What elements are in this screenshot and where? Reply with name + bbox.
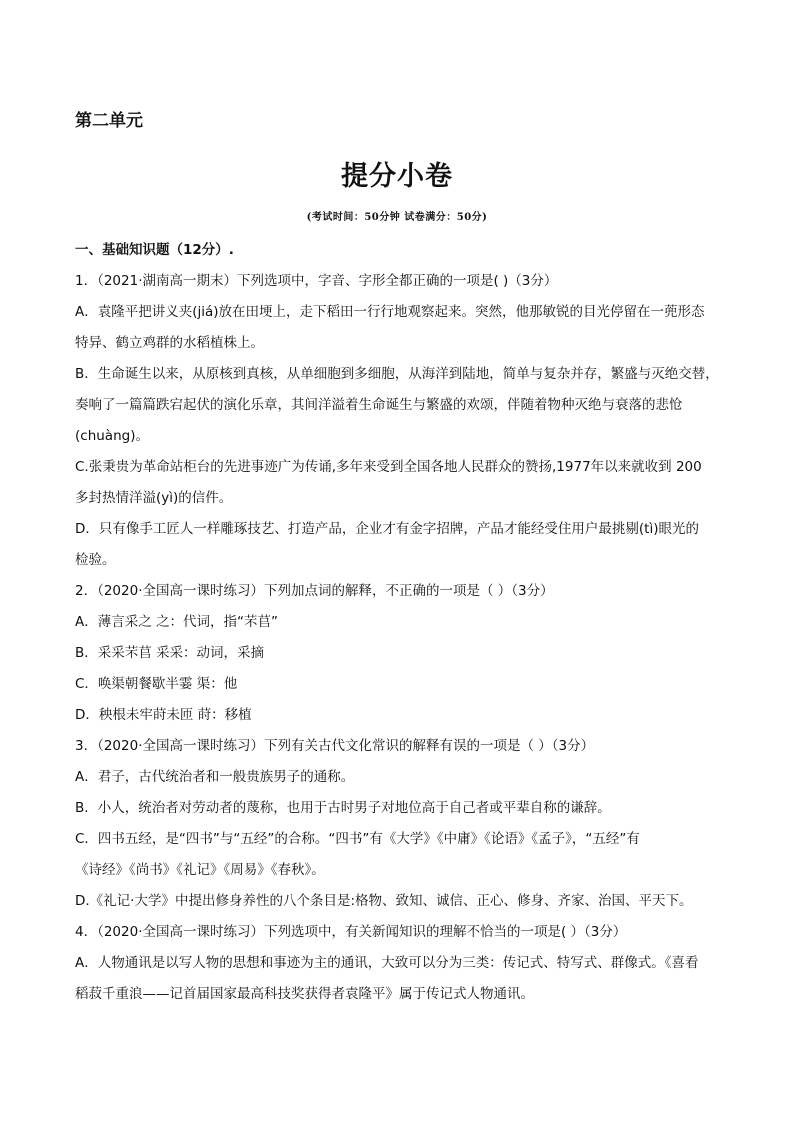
q3-option-c-cont: 《诗经》《尚书》《礼记》《周易》《春秋》。 <box>75 862 325 878</box>
q2-option-c: C．唤渠朝餐歇半霎 渠：他 <box>75 676 238 692</box>
question-content <box>75 235 727 1010</box>
q1-option-c: C.张秉贵为革命站柜台的先进事迹广为传诵,多年来受到全国各地人民群众的赞扬,1977年以来就收到 200 <box>75 459 702 475</box>
q1-option-b: B．生命诞生以来，从原核到真核，从单细胞到多细胞，从海洋到陆地，简单与复杂并存，繁盛与灭绝交替， <box>75 366 719 382</box>
q4-option-a: A．人物通讯是以写人物的思想和事迹为主的通讯，大致可以分为三类：传记式、特写式、群像式。《喜看 <box>75 955 699 971</box>
q2-option-d: D．秧根未牢莳未匝 莳：移植 <box>75 707 252 723</box>
q2-option-b: B．采采芣苢 采采：动词，采摘 <box>75 645 265 661</box>
page-title: 提分小卷 <box>341 161 453 192</box>
question-2-stem: 2．（2020·全国高一课时练习）下列加点词的解释，不正确的一项是（ ）（3分） <box>75 583 554 599</box>
q2-option-a: A．薄言采之 之：代词，指“芣苢” <box>75 614 279 630</box>
q1-option-b-cont: (chuàng)。 <box>75 428 149 444</box>
q1-option-b-cont: 奏响了一篇篇跌宕起伏的演化乐章，其间洋溢着生命诞生与繁盛的欢颂，伴随着物种灭绝与衰落的悲怆 <box>75 397 683 413</box>
q4-option-a-cont: 稻菽千重浪——记首届国家最高科技奖获得者袁隆平》属于传记式人物通讯。 <box>75 986 534 1002</box>
question-3-stem: 3．（2020·全国高一课时练习）下列有关古代文化常识的解释有误的一项是（ ）（3分） <box>75 738 595 754</box>
q1-option-a: A．袁隆平把讲义夹(jiá)放在田埂上，走下稻田一行行地观察起来。突然，他那敏锐的目光停留在一蔸形态 <box>75 304 705 320</box>
q1-option-d: D．只有像手工匠人一样雕琢技艺、打造产品，企业才有金字招牌，产品才能经受住用户最挑剔(tì)眼光的 <box>75 521 699 537</box>
q3-option-c: C．四书五经，是“四书”与“五经”的合称。“四书”有《大学》《中庸》《论语》《孟子》，“五经”有 <box>75 831 640 847</box>
section-heading: 一、基础知识题（12分）. <box>75 242 234 258</box>
q3-option-a: A．君子，古代统治者和一般贵族男子的通称。 <box>75 769 355 785</box>
question-1-stem: 1．（2021·湖南高一期末）下列选项中，字音、字形全都正确的一项是( )（3分） <box>75 273 558 289</box>
question-4-stem: 4．（2020·全国高一课时练习）下列选项中，有关新闻知识的理解不恰当的一项是( ）（3分） <box>75 924 627 940</box>
q1-option-d-cont: 检验。 <box>75 552 116 568</box>
q3-option-b: B．小人，统治者对劳动者的蔑称，也用于古时男子对地位高于自己者或平辈自称的谦辞。 <box>75 800 611 816</box>
q1-option-c-cont: 多封热情洋溢(yì)的信件。 <box>75 490 233 506</box>
q1-option-a-cont: 特异、鹤立鸡群的水稻植株上。 <box>75 335 264 351</box>
q3-option-d: D.《礼记·大学》中提出修身养性的八个条目是:格物、致知、诚信、正心、修身、齐家、治国、平天下。 <box>75 893 693 909</box>
unit-heading: 第二单元 <box>75 111 143 131</box>
exam-info: (考试时间：50分钟 试卷满分：50分) <box>306 212 488 223</box>
